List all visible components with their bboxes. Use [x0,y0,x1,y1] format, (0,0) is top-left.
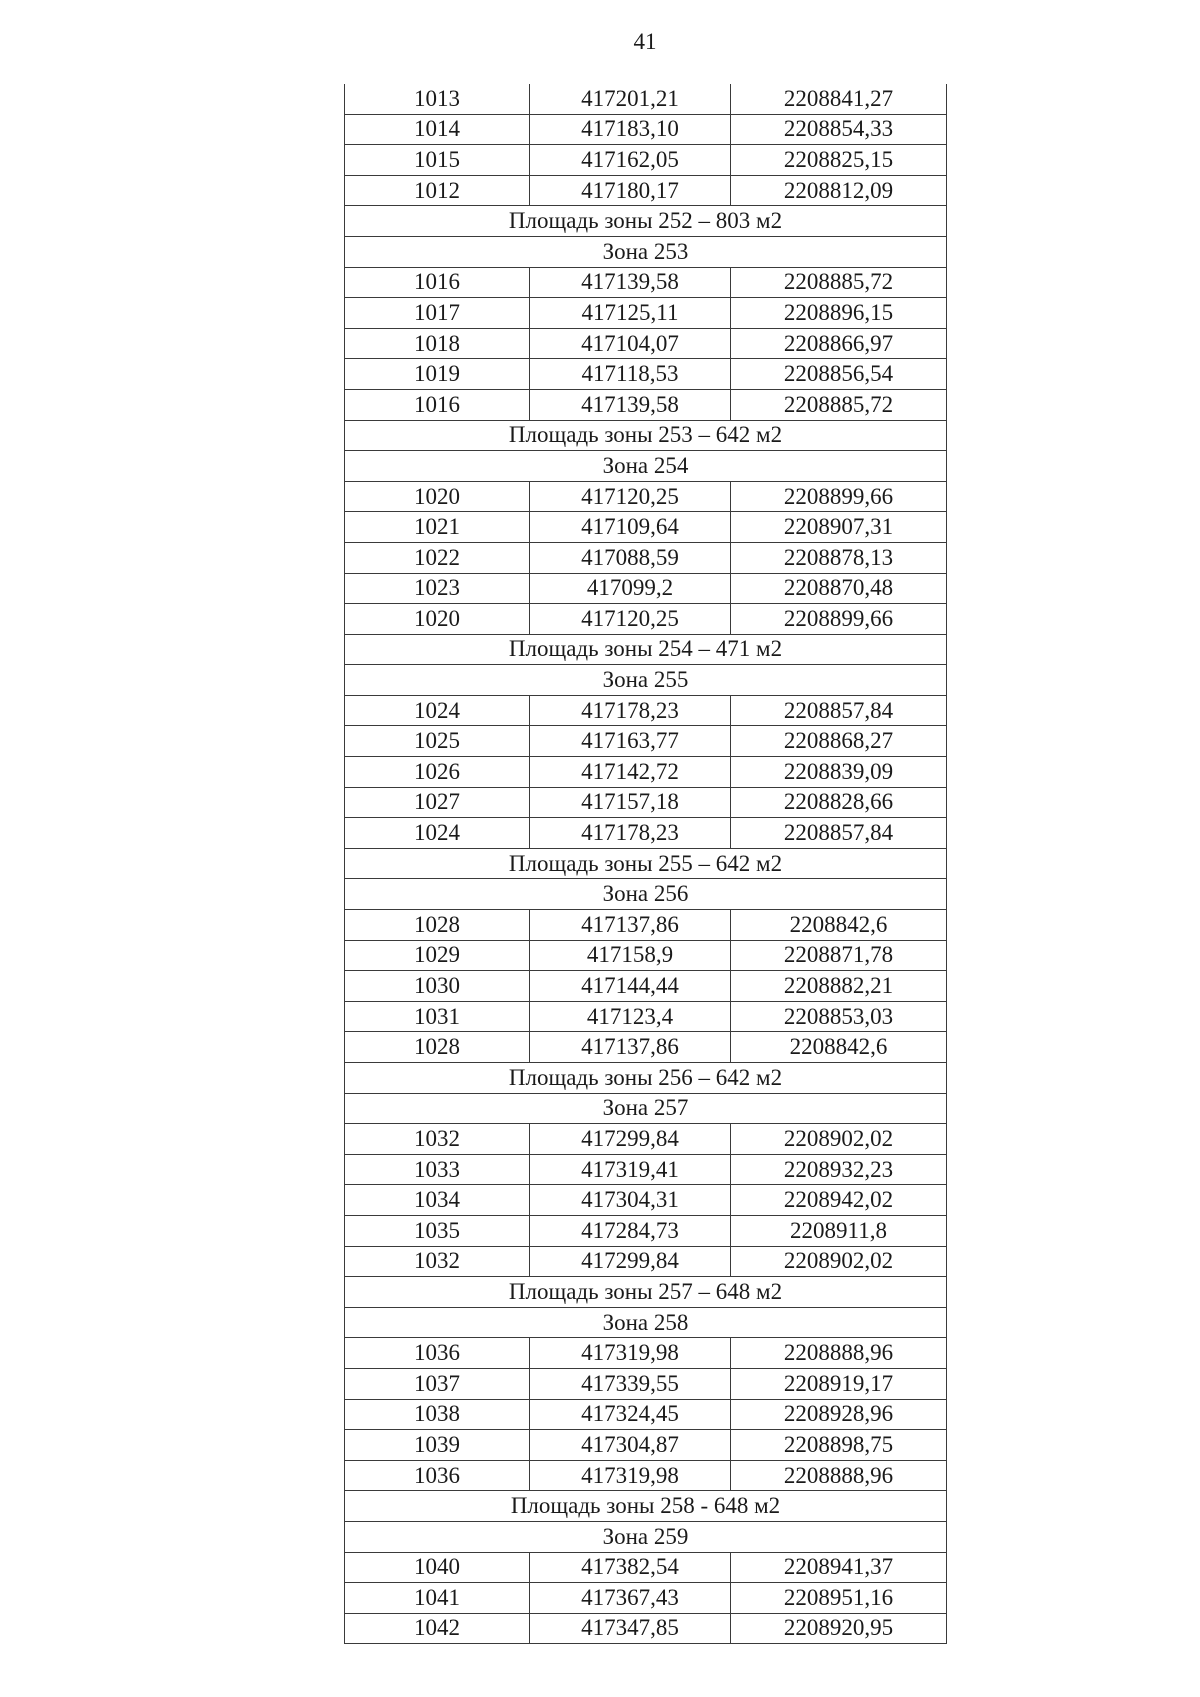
point-number-cell: 1029 [345,940,530,971]
table-row [345,389,947,420]
y-coordinate-cell: 2208928,96 [731,1399,947,1430]
caption-cell: Площадь зоны 252 – 803 м2 [345,206,947,237]
table-row [345,114,947,145]
y-coordinate-cell: 2208878,13 [731,542,947,573]
point-number-cell: 1020 [345,481,530,512]
x-coordinate-cell: 417299,84 [530,1246,731,1277]
table-row [345,695,947,726]
y-coordinate-cell: 2208871,78 [731,940,947,971]
y-coordinate-cell: 2208942,02 [731,1185,947,1216]
x-coordinate-cell: 417120,25 [530,481,731,512]
point-number-cell: 1012 [345,175,530,206]
x-coordinate-cell: 417183,10 [530,114,731,145]
table-row [345,1124,947,1155]
caption-cell: Зона 256 [345,879,947,910]
caption-cell: Зона 258 [345,1307,947,1338]
table-caption-row [345,879,947,910]
coordinates-table-body [345,84,947,1644]
caption-cell: Зона 254 [345,451,947,482]
x-coordinate-cell: 417178,23 [530,818,731,849]
table-row [345,1154,947,1185]
x-coordinate-cell: 417319,98 [530,1338,731,1369]
point-number-cell: 1018 [345,328,530,359]
y-coordinate-cell: 2208899,66 [731,481,947,512]
table-row [345,481,947,512]
x-coordinate-cell: 417144,44 [530,971,731,1002]
y-coordinate-cell: 2208812,09 [731,175,947,206]
y-coordinate-cell: 2208868,27 [731,726,947,757]
x-coordinate-cell: 417382,54 [530,1552,731,1583]
table-caption-row [345,1277,947,1308]
y-coordinate-cell: 2208882,21 [731,971,947,1002]
x-coordinate-cell: 417367,43 [530,1583,731,1614]
x-coordinate-cell: 417139,58 [530,267,731,298]
y-coordinate-cell: 2208888,96 [731,1338,947,1369]
table-row [345,267,947,298]
point-number-cell: 1027 [345,787,530,818]
caption-cell: Зона 253 [345,236,947,267]
x-coordinate-cell: 417158,9 [530,940,731,971]
table-row [345,1215,947,1246]
y-coordinate-cell: 2208841,27 [731,84,947,114]
point-number-cell: 1019 [345,359,530,390]
point-number-cell: 1026 [345,757,530,788]
table-row [345,1001,947,1032]
x-coordinate-cell: 417137,86 [530,910,731,941]
caption-cell: Зона 259 [345,1521,947,1552]
table-caption-row [345,236,947,267]
x-coordinate-cell: 417088,59 [530,542,731,573]
table-row [345,298,947,329]
point-number-cell: 1023 [345,573,530,604]
x-coordinate-cell: 417157,18 [530,787,731,818]
table-row [345,726,947,757]
table-caption-row [345,420,947,451]
table-caption-row [345,634,947,665]
table-caption-row [345,451,947,482]
caption-cell: Зона 255 [345,665,947,696]
table-row [345,1430,947,1461]
y-coordinate-cell: 2208853,03 [731,1001,947,1032]
point-number-cell: 1031 [345,1001,530,1032]
point-number-cell: 1039 [345,1430,530,1461]
y-coordinate-cell: 2208870,48 [731,573,947,604]
point-number-cell: 1038 [345,1399,530,1430]
y-coordinate-cell: 2208842,6 [731,1032,947,1063]
table-caption-row [345,1093,947,1124]
table-row [345,910,947,941]
x-coordinate-cell: 417324,45 [530,1399,731,1430]
table-row [345,1246,947,1277]
point-number-cell: 1034 [345,1185,530,1216]
table-row [345,1613,947,1644]
table-row [345,573,947,604]
y-coordinate-cell: 2208828,66 [731,787,947,818]
y-coordinate-cell: 2208902,02 [731,1246,947,1277]
table-row [345,328,947,359]
point-number-cell: 1035 [345,1215,530,1246]
table-caption-row [345,1491,947,1522]
page-number: 41 [633,29,657,54]
point-number-cell: 1028 [345,910,530,941]
table-caption-row [345,206,947,237]
y-coordinate-cell: 2208888,96 [731,1460,947,1491]
point-number-cell: 1030 [345,971,530,1002]
x-coordinate-cell: 417118,53 [530,359,731,390]
x-coordinate-cell: 417201,21 [530,84,731,114]
table-row [345,175,947,206]
y-coordinate-cell: 2208866,97 [731,328,947,359]
x-coordinate-cell: 417304,87 [530,1430,731,1461]
x-coordinate-cell: 417125,11 [530,298,731,329]
point-number-cell: 1028 [345,1032,530,1063]
y-coordinate-cell: 2208951,16 [731,1583,947,1614]
point-number-cell: 1016 [345,389,530,420]
table-row [345,1032,947,1063]
table-row [345,84,947,114]
point-number-cell: 1025 [345,726,530,757]
x-coordinate-cell: 417319,98 [530,1460,731,1491]
caption-cell: Площадь зоны 256 – 642 м2 [345,1063,947,1094]
y-coordinate-cell: 2208842,6 [731,910,947,941]
y-coordinate-cell: 2208941,37 [731,1552,947,1583]
table-row [345,1583,947,1614]
table-row [345,542,947,573]
table-row [345,1368,947,1399]
table-row [345,1338,947,1369]
x-coordinate-cell: 417123,4 [530,1001,731,1032]
y-coordinate-cell: 2208885,72 [731,389,947,420]
point-number-cell: 1013 [345,84,530,114]
x-coordinate-cell: 417163,77 [530,726,731,757]
table-row [345,604,947,635]
caption-cell: Зона 257 [345,1093,947,1124]
y-coordinate-cell: 2208857,84 [731,818,947,849]
table-row [345,1185,947,1216]
x-coordinate-cell: 417178,23 [530,695,731,726]
table-row [345,940,947,971]
caption-cell: Площадь зоны 257 – 648 м2 [345,1277,947,1308]
y-coordinate-cell: 2208839,09 [731,757,947,788]
x-coordinate-cell: 417284,73 [530,1215,731,1246]
table-caption-row [345,1521,947,1552]
y-coordinate-cell: 2208856,54 [731,359,947,390]
y-coordinate-cell: 2208896,15 [731,298,947,329]
x-coordinate-cell: 417347,85 [530,1613,731,1644]
y-coordinate-cell: 2208854,33 [731,114,947,145]
point-number-cell: 1017 [345,298,530,329]
table-row [345,1552,947,1583]
point-number-cell: 1016 [345,267,530,298]
x-coordinate-cell: 417319,41 [530,1154,731,1185]
y-coordinate-cell: 2208902,02 [731,1124,947,1155]
y-coordinate-cell: 2208899,66 [731,604,947,635]
point-number-cell: 1022 [345,542,530,573]
point-number-cell: 1036 [345,1338,530,1369]
table-row [345,359,947,390]
table-row [345,145,947,176]
point-number-cell: 1040 [345,1552,530,1583]
x-coordinate-cell: 417304,31 [530,1185,731,1216]
caption-cell: Площадь зоны 258 - 648 м2 [345,1491,947,1522]
table-row [345,757,947,788]
x-coordinate-cell: 417104,07 [530,328,731,359]
x-coordinate-cell: 417120,25 [530,604,731,635]
y-coordinate-cell: 2208932,23 [731,1154,947,1185]
y-coordinate-cell: 2208857,84 [731,695,947,726]
table-row [345,818,947,849]
y-coordinate-cell: 2208885,72 [731,267,947,298]
point-number-cell: 1015 [345,145,530,176]
table-caption-row [345,665,947,696]
table-row [345,1460,947,1491]
point-number-cell: 1021 [345,512,530,543]
caption-cell: Площадь зоны 255 – 642 м2 [345,848,947,879]
x-coordinate-cell: 417299,84 [530,1124,731,1155]
y-coordinate-cell: 2208911,8 [731,1215,947,1246]
caption-cell: Площадь зоны 253 – 642 м2 [345,420,947,451]
point-number-cell: 1024 [345,818,530,849]
point-number-cell: 1014 [345,114,530,145]
point-number-cell: 1042 [345,1613,530,1644]
caption-cell: Площадь зоны 254 – 471 м2 [345,634,947,665]
y-coordinate-cell: 2208919,17 [731,1368,947,1399]
x-coordinate-cell: 417139,58 [530,389,731,420]
point-number-cell: 1033 [345,1154,530,1185]
point-number-cell: 1024 [345,695,530,726]
table-caption-row [345,1307,947,1338]
y-coordinate-cell: 2208898,75 [731,1430,947,1461]
coordinates-table [344,84,947,1644]
x-coordinate-cell: 417109,64 [530,512,731,543]
point-number-cell: 1037 [345,1368,530,1399]
point-number-cell: 1036 [345,1460,530,1491]
point-number-cell: 1041 [345,1583,530,1614]
x-coordinate-cell: 417339,55 [530,1368,731,1399]
x-coordinate-cell: 417099,2 [530,573,731,604]
point-number-cell: 1020 [345,604,530,635]
table-row [345,1399,947,1430]
y-coordinate-cell: 2208907,31 [731,512,947,543]
y-coordinate-cell: 2208825,15 [731,145,947,176]
table-caption-row [345,848,947,879]
x-coordinate-cell: 417142,72 [530,757,731,788]
table-row [345,971,947,1002]
point-number-cell: 1032 [345,1246,530,1277]
x-coordinate-cell: 417162,05 [530,145,731,176]
y-coordinate-cell: 2208920,95 [731,1613,947,1644]
x-coordinate-cell: 417137,86 [530,1032,731,1063]
table-row [345,512,947,543]
table-row [345,787,947,818]
point-number-cell: 1032 [345,1124,530,1155]
table-caption-row [345,1063,947,1094]
x-coordinate-cell: 417180,17 [530,175,731,206]
